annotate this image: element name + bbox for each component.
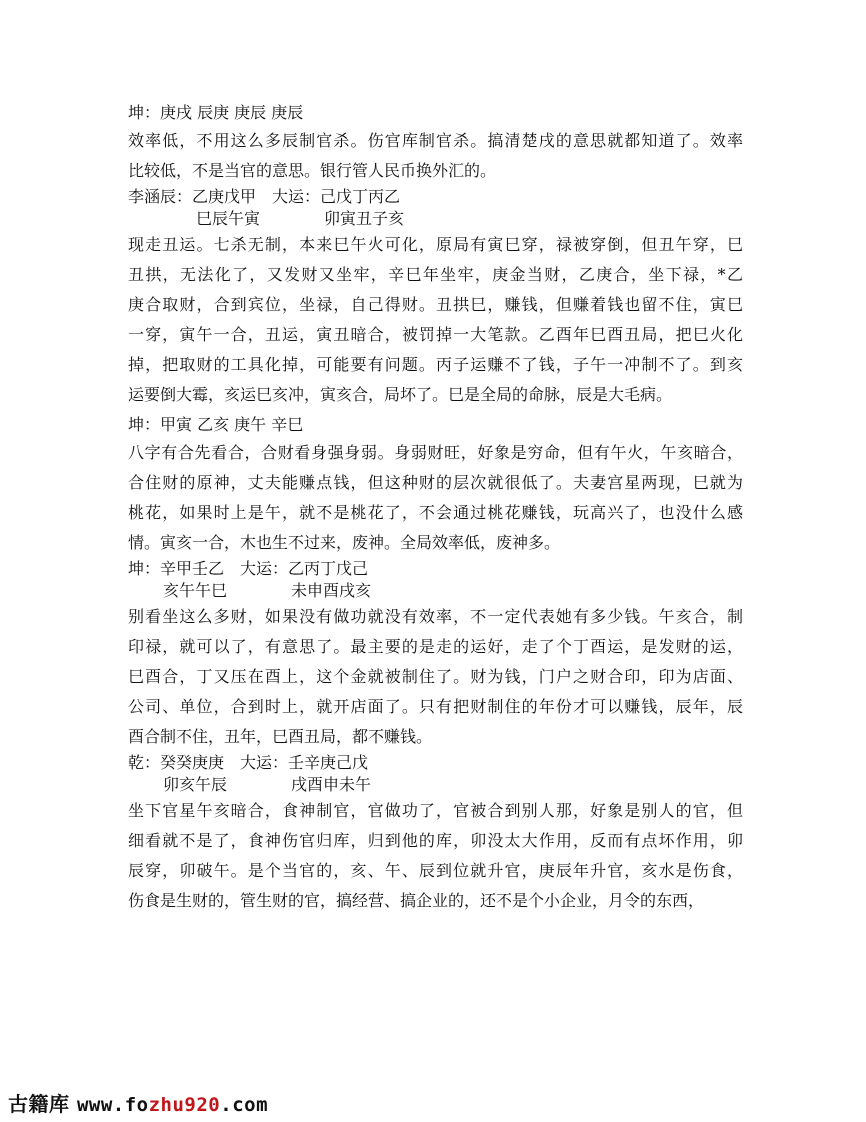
watermark-url: www.fozhu920.com bbox=[76, 1094, 269, 1116]
paragraph-line: 掉，把取财的工具化掉，可能要有问题。丙子运赚不了钱，子午一冲制不了。到亥 bbox=[128, 355, 743, 374]
chart-heading bbox=[128, 100, 743, 126]
paragraph-line: 印禄，就可以了，有意思了。最主要的是走的运好，走了个丁酉运，是发财的运， bbox=[128, 637, 743, 656]
watermark-brand: 古籍库 bbox=[8, 1092, 70, 1116]
paragraph bbox=[128, 602, 743, 752]
paragraph-line: 细看就不是了，食神伤官归库，归到他的库，卯没太大作用，反而有点坏作用，卯 bbox=[128, 831, 743, 850]
bazi-stems-row: 坤：辛甲壬乙 大运：乙丙丁戊己 bbox=[128, 559, 369, 578]
paragraph bbox=[128, 230, 743, 410]
bazi-stems-row: 乾：癸癸庚庚 大运：壬辛庚己戊 bbox=[128, 753, 369, 772]
paragraph-line: 运要倒大霉，亥运巳亥冲，寅亥合，局坏了。巳是全局的命脉，辰是大毛病。 bbox=[128, 385, 673, 404]
chart-heading-line: 坤：庚戌 辰庚 庚辰 庚辰 bbox=[128, 103, 304, 122]
paragraph-line: 别看坐这么多财，如果没有做功就没有效率，不一定代表她有多少钱。午亥合，制 bbox=[128, 607, 743, 626]
paragraph-line: 公司、单位，合到时上，就开店面了。只有把财制住的年份才可以赚钱，辰年，辰 bbox=[128, 697, 743, 716]
paragraph-line: 情。寅亥一合，木也生不过来，废神。全局效率低，废神多。 bbox=[128, 533, 561, 552]
paragraph bbox=[128, 126, 743, 186]
paragraph-line: 丑拱，无法化了，又发财又坐牢，辛巳年坐牢，庚金当财，乙庚合，坐下禄，*乙 bbox=[128, 265, 743, 284]
chart-heading bbox=[128, 412, 743, 438]
paragraph-line: 一穿，寅午一合，丑运，寅丑暗合，被罚掉一大笔款。乙酉年巳酉丑局，把巳火化 bbox=[128, 325, 743, 344]
bazi-chart bbox=[128, 558, 743, 602]
bazi-chart bbox=[128, 186, 743, 230]
paragraph bbox=[128, 438, 743, 558]
paragraph-line: 巳酉合，丁又压在酉上，这个金就被制住了。财为钱，门户之财合印，印为店面、 bbox=[128, 667, 743, 686]
paragraph-line: 八字有合先看合，合财看身强身弱。身弱财旺，好象是穷命，但有午火，午亥暗合， bbox=[128, 443, 743, 462]
chart-heading-line: 坤：甲寅 乙亥 庚午 辛巳 bbox=[128, 415, 304, 434]
bazi-chart bbox=[128, 752, 743, 796]
watermark bbox=[8, 1088, 268, 1116]
paragraph-line: 桃花，如果时上是午，就不是桃花了，不会通过桃花赚钱，玩高兴了，也没什么感 bbox=[128, 503, 743, 522]
bazi-branches-row: 卯亥午辰 戌酉申未午 bbox=[163, 775, 372, 794]
bazi-stems-row: 李涵辰：乙庚戊甲 大运：己戊丁丙乙 bbox=[128, 187, 401, 206]
paragraph-line: 伤食是生财的，管生财的官，搞经营、搞企业的，还不是个小企业，月令的东西， bbox=[128, 891, 705, 910]
paragraph bbox=[128, 796, 743, 916]
paragraph-line: 比较低，不是当官的意思。银行管人民币换外汇的。 bbox=[128, 161, 497, 180]
paragraph-line: 效率低，不用这么多辰制官杀。伤官库制官杀。搞清楚戌的意思就都知道了。效率 bbox=[128, 131, 743, 150]
paragraph-line: 庚合取财，合到宾位，坐禄，自己得财。丑拱巳，赚钱，但赚着钱也留不住，寅巳 bbox=[128, 295, 743, 314]
bazi-branches-row: 亥午午巳 未申酉戌亥 bbox=[163, 581, 372, 600]
paragraph-line: 辰穿，卯破午。是个当官的，亥、午、辰到位就升官，庚辰年升官，亥水是伤食， bbox=[128, 861, 743, 880]
document-body bbox=[128, 98, 743, 916]
paragraph-line: 坐下官星午亥暗合，食神制官，官做功了，官被合到别人那，好象是别人的官，但 bbox=[128, 801, 743, 820]
paragraph-line: 现走丑运。七杀无制，本来巳午火可化，原局有寅巳穿，禄被穿倒，但丑午穿，巳 bbox=[128, 235, 743, 254]
paragraph-line: 合住财的原神，丈夫能赚点钱，但这种财的层次就很低了。夫妻宫星两现，巳就为 bbox=[128, 473, 743, 492]
paragraph-line: 酉合制不住，丑年，巳酉丑局，都不赚钱。 bbox=[128, 727, 433, 746]
bazi-branches-row: 巳辰午寅 卯寅丑子亥 bbox=[196, 209, 405, 228]
